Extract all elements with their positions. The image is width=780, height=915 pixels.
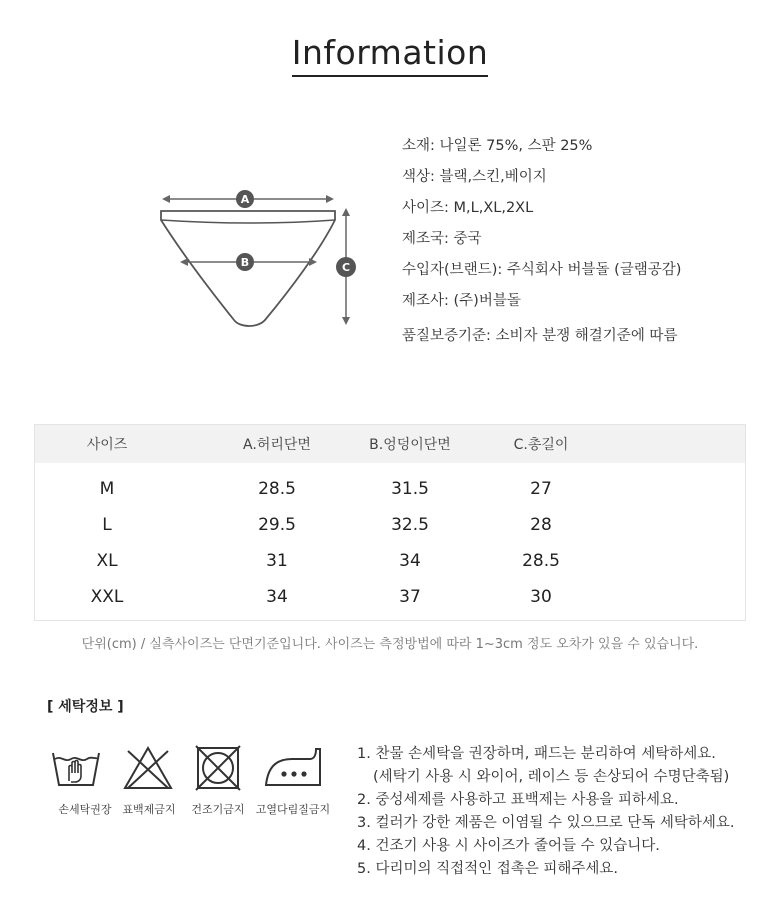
cell-length: 27 (530, 479, 552, 499)
cell-size: M (99, 479, 115, 499)
cell-waist: 29.5 (258, 515, 296, 535)
marker-c: C (341, 261, 351, 274)
spec-material: 소재: 나일론 75%, 스판 25% (402, 138, 593, 154)
header-length: C.총길이 (513, 437, 569, 453)
hand-wash-icon (51, 745, 101, 791)
size-table (34, 424, 746, 621)
cell-hip: 34 (399, 551, 421, 571)
spec-importer: 수입자(브랜드): 주식회사 버블돌 (글램공감) (402, 262, 682, 278)
cell-size: XXL (90, 587, 124, 607)
no-tumble-dry-label: 건조기금지 (191, 803, 245, 816)
cell-waist: 28.5 (258, 479, 296, 499)
care-instructions (357, 744, 734, 882)
cell-hip: 37 (399, 587, 421, 607)
cell-length: 30 (530, 587, 552, 607)
spec-manufacturer: 제조사: (주)버블돌 (402, 293, 521, 309)
spec-quality: 품질보증기준: 소비자 분쟁 해결기준에 따름 (402, 328, 678, 344)
spec-size: 사이즈: M,L,XL,2XL (402, 200, 534, 216)
no-tumble-dry-icon (193, 745, 243, 791)
care-item: 2. 중성세제를 사용하고 표백제는 사용을 피하세요. (357, 792, 679, 808)
washing-title: [ 세탁정보 ] (47, 699, 124, 715)
marker-b: B (240, 256, 250, 269)
header-waist: A.허리단면 (243, 437, 311, 453)
table-row (35, 581, 745, 617)
care-item: 1. 찬물 손세탁을 권장하며, 패드는 분리하여 세탁하세요. (357, 746, 716, 762)
page-title-text: Information (292, 33, 489, 77)
no-high-heat-iron-label: 고열다림질금지 (255, 803, 331, 816)
cell-size: L (102, 515, 112, 535)
header-hip: B.엉덩이단면 (369, 437, 451, 453)
size-table-header (35, 425, 745, 463)
garment-diagram (150, 180, 370, 340)
no-high-heat-iron-icon (264, 745, 322, 791)
cell-length: 28.5 (522, 551, 560, 571)
care-item: 3. 컬러가 강한 제품은 이염될 수 있으므로 단독 세탁하세요. (357, 815, 735, 831)
table-row (35, 509, 745, 545)
table-row (35, 545, 745, 581)
cell-waist: 34 (266, 587, 288, 607)
cell-size: XL (96, 551, 118, 571)
spec-origin: 제조국: 중국 (402, 231, 482, 247)
no-bleach-label: 표백제금지 (122, 803, 176, 816)
spec-color: 색상: 블랙,스킨,베이지 (402, 169, 547, 185)
cell-hip: 32.5 (391, 515, 429, 535)
no-bleach-icon (122, 745, 174, 791)
cell-waist: 31 (266, 551, 288, 571)
marker-a: A (240, 193, 250, 206)
cell-hip: 31.5 (391, 479, 429, 499)
hand-wash-label: 손세탁권장 (58, 803, 112, 816)
care-item: 4. 건조기 사용 시 사이즈가 줄어들 수 있습니다. (357, 838, 660, 854)
care-item: 5. 다리미의 직접적인 접촉은 피해주세요. (357, 861, 618, 877)
table-row (35, 473, 745, 509)
size-note: 단위(cm) / 실측사이즈는 단면기준입니다. 사이즈는 측정방법에 따라 1~3cm 정도 오차가 있을 수 있습니다. (81, 637, 699, 652)
header-size: 사이즈 (86, 437, 128, 453)
product-specs (402, 135, 681, 356)
cell-length: 28 (530, 515, 552, 535)
care-item-note: (세탁기 사용 시 와이어, 레이스 등 손상되어 수명단축됨) (373, 769, 730, 785)
page-title (0, 33, 780, 72)
